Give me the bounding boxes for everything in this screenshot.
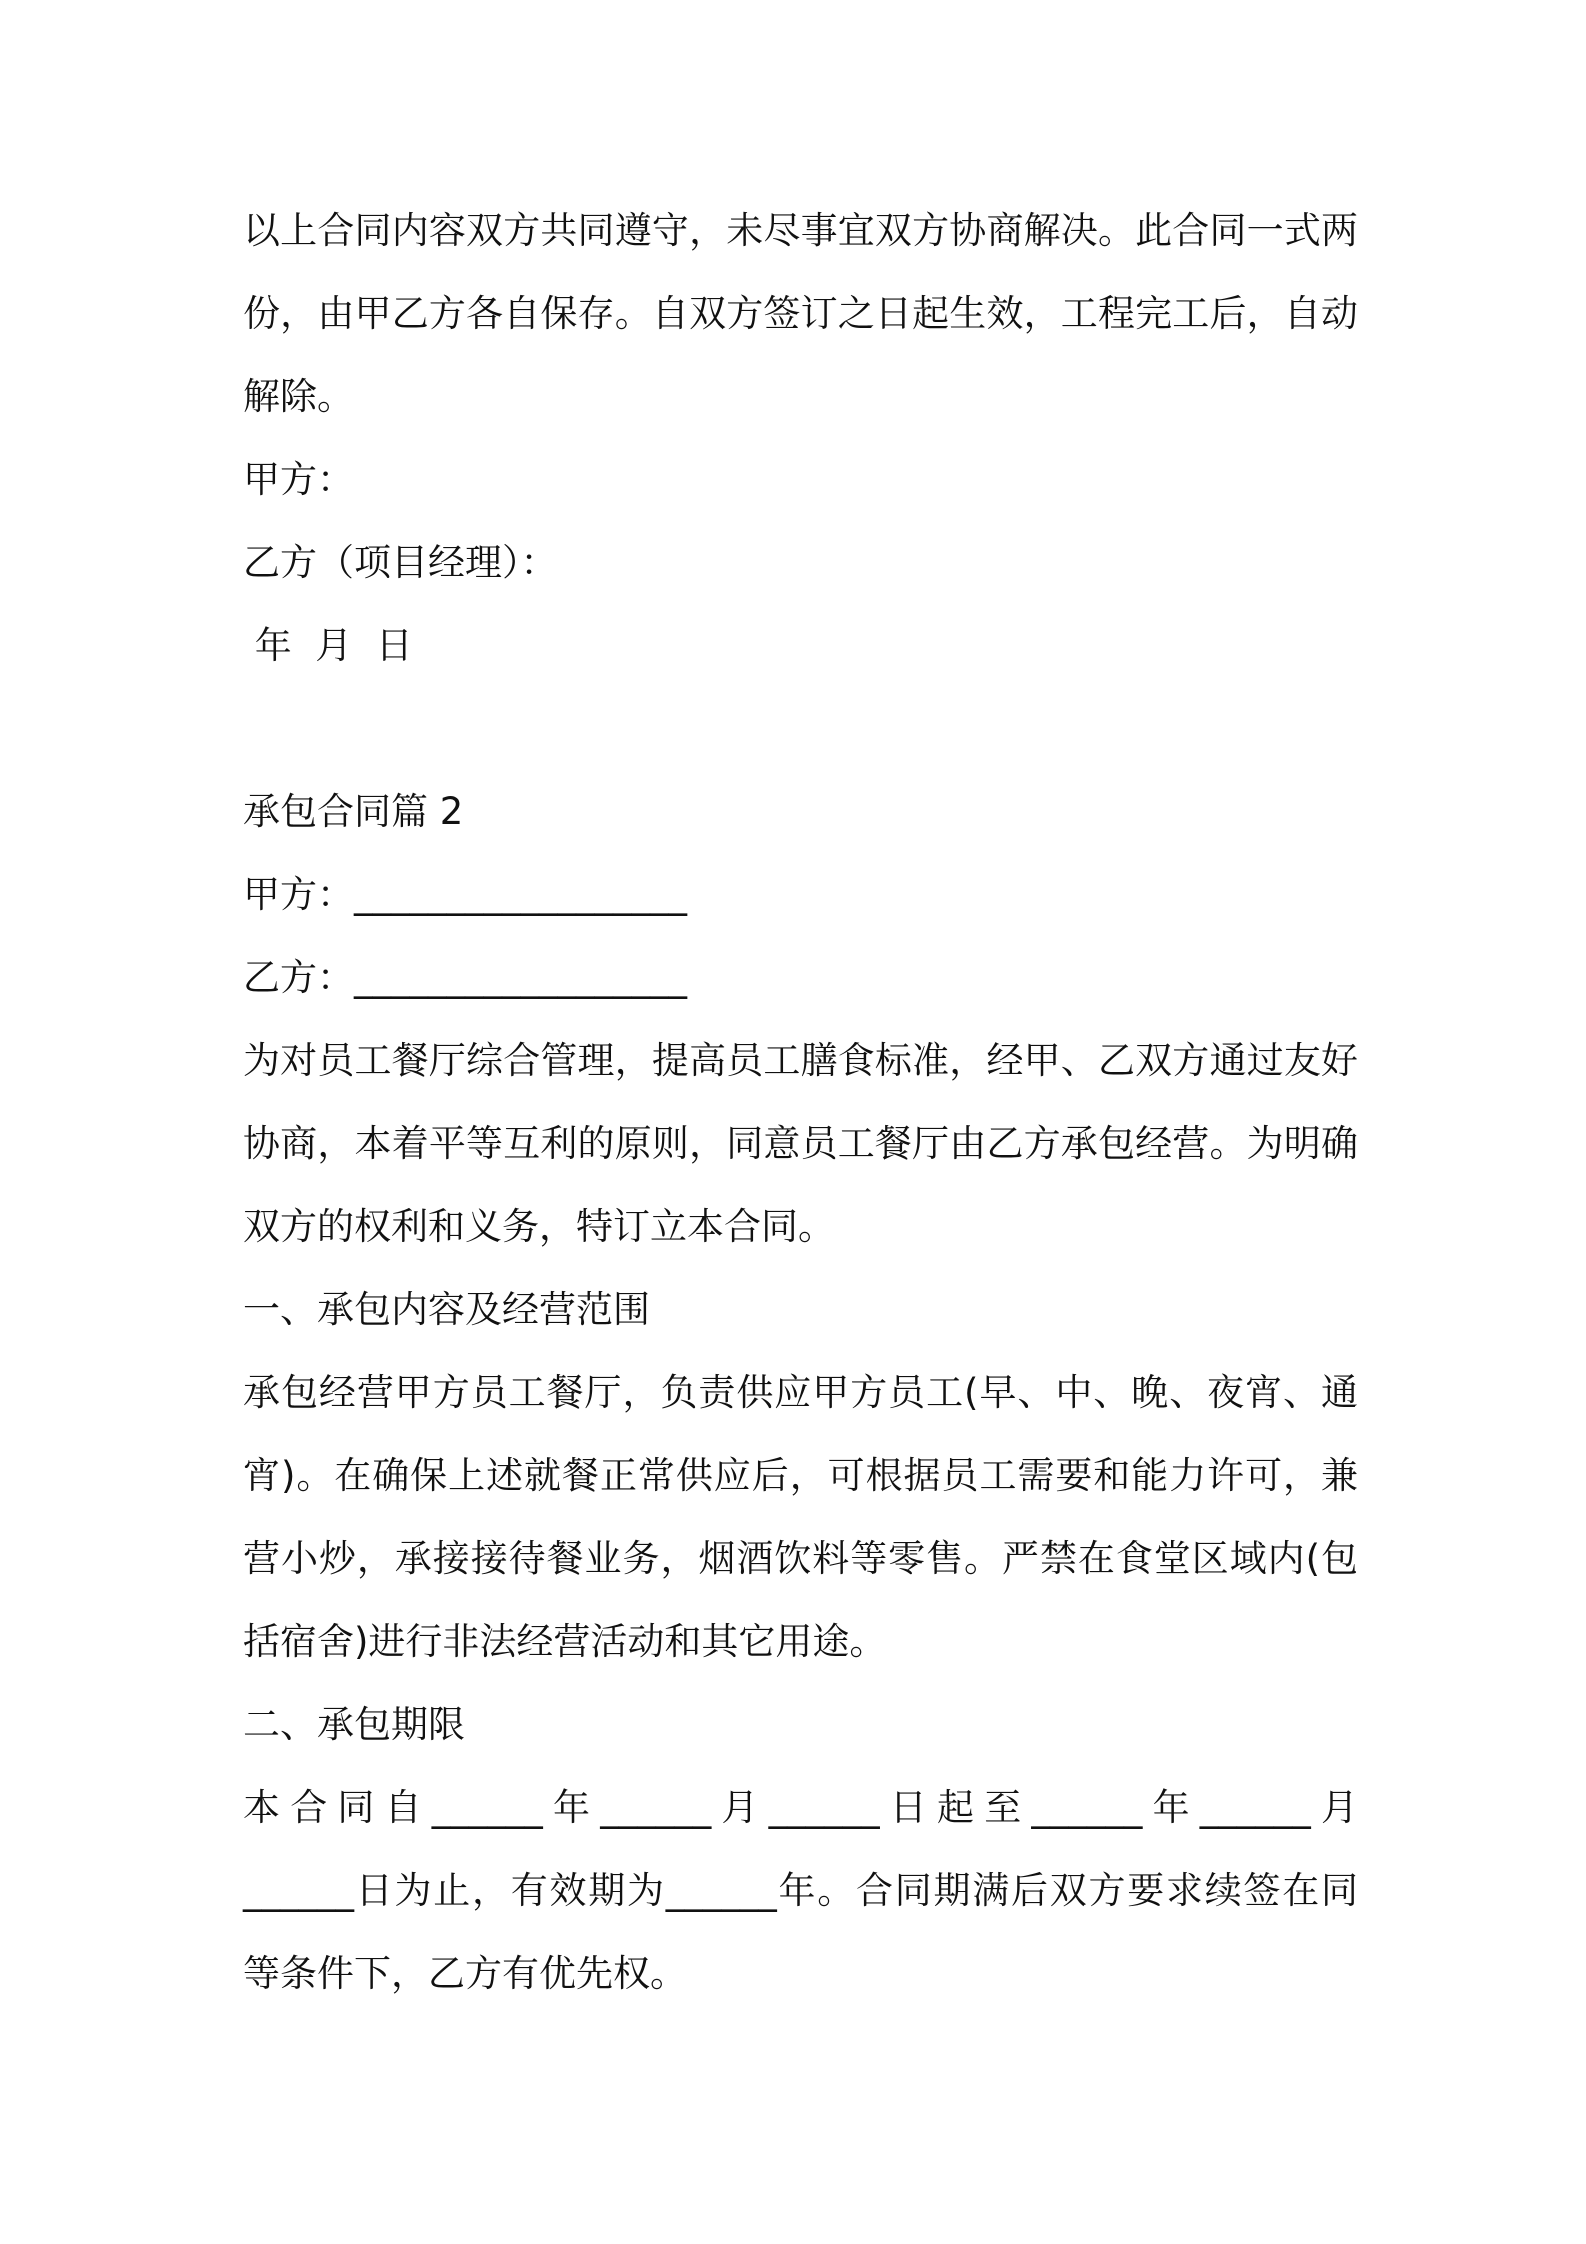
paragraph-line: 协商，本着平等互利的原则，同意员工餐厅由乙方承包经营。为明确 (243, 1122, 1358, 1165)
party-a-field: 甲方：__________________ (243, 873, 687, 916)
paragraph-line: 等条件下，乙方有优先权。 (243, 1952, 687, 1995)
paragraph-line: 为对员工餐厅综合管理，提高员工膳食标准，经甲、乙双方通过友好 (243, 1039, 1358, 1082)
party-b-field: 乙方：__________________ (243, 956, 687, 999)
clause-heading: 二、承包期限 (243, 1703, 465, 1746)
paragraph-line: 营小炒，承接接待餐业务，烟酒饮料等零售。严禁在食堂区域内(包 (243, 1537, 1358, 1580)
clause-heading: 一、承包内容及经营范围 (243, 1288, 650, 1331)
paragraph-line: 本合同自______年______月______日起至______年______月 (243, 1786, 1358, 1829)
paragraph-line: 份，由甲乙方各自保存。自双方签订之日起生效，工程完工后，自动 (243, 292, 1358, 335)
date-line: 年 月 日 (243, 624, 413, 667)
party-a-label: 甲方： (243, 458, 354, 501)
paragraph-line: 括宿舍)进行非法经营活动和其它用途。 (243, 1620, 887, 1663)
section-title: 承包合同篇 2 (243, 790, 464, 833)
document-page (243, 0, 1358, 2244)
paragraph-line: 双方的权利和义务，特订立本合同。 (243, 1205, 835, 1248)
paragraph-line: ______日为止，有效期为______年。合同期满后双方要求续签在同 (243, 1869, 1358, 1912)
paragraph-line: 以上合同内容双方共同遵守，未尽事宜双方协商解决。此合同一式两 (243, 209, 1358, 252)
paragraph-line: 解除。 (243, 375, 354, 418)
paragraph-line: 承包经营甲方员工餐厅，负责供应甲方员工(早、中、晚、夜宵、通 (243, 1371, 1358, 1414)
party-b-label: 乙方（项目经理）： (243, 541, 558, 584)
paragraph-line: 宵)。在确保上述就餐正常供应后，可根据员工需要和能力许可，兼 (243, 1454, 1358, 1497)
